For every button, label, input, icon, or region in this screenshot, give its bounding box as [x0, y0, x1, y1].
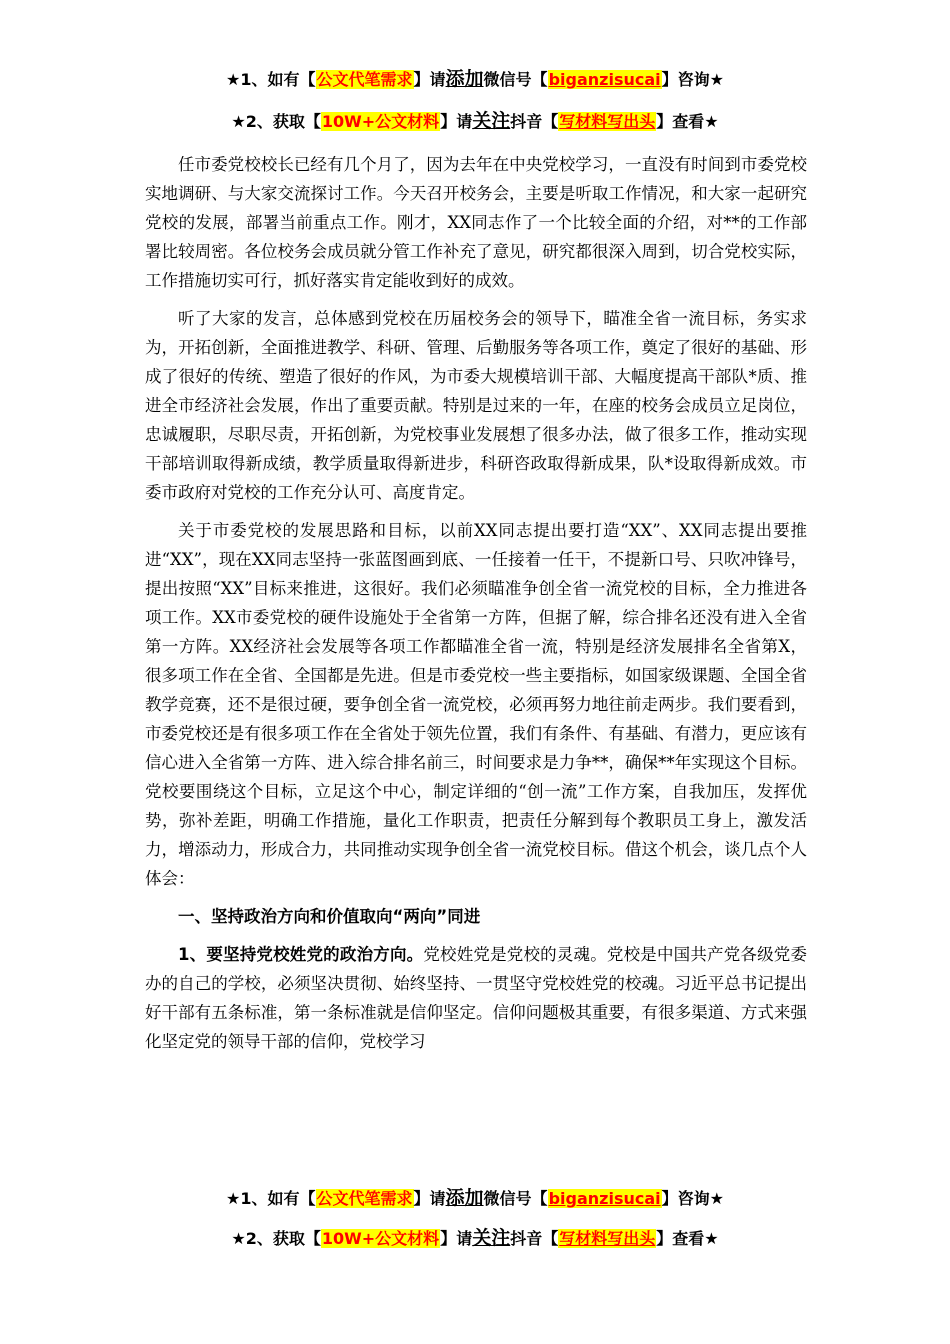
banner-text: 】咨询★: [661, 1189, 724, 1208]
paragraph-4: [145, 940, 807, 1056]
banner-emphasis: 添加: [445, 1187, 484, 1209]
footer-banner-line-1: [0, 1187, 950, 1210]
banner-text: 】请: [440, 112, 473, 131]
banner-text: 】查看★: [656, 112, 719, 131]
banner-text: ★2、获取【: [231, 1229, 321, 1248]
banner-emphasis: 关注: [472, 110, 511, 132]
banner-text: 】请: [413, 1189, 446, 1208]
banner-highlight-douyin-account: 写材料写出头: [559, 1229, 656, 1248]
header-banner-line-2: [0, 110, 950, 133]
banner-text: 抖音【: [510, 112, 559, 131]
banner-text: ★1、如有【: [226, 70, 316, 89]
banner-highlight-wechat-id: biganzisucai: [548, 70, 661, 89]
banner-highlight-douyin-account: 写材料写出头: [559, 112, 656, 131]
paragraph-4-text: 党校姓党是党校的灵魂。党校是中国共产党各级党委办的自己的学校，必须坚决贯彻、始终坚持、一贯坚守党校姓党的校魂。习近平总书记提出好干部有五条标准，第一条标准就是信仰坚定。信仰问题极其重要，有很多渠道、方式来强化坚定党的领导干部的信仰，党校学习: [145, 945, 807, 1051]
banner-text: 】咨询★: [661, 70, 724, 89]
banner-text: 】查看★: [656, 1229, 719, 1248]
banner-text: 微信号【: [483, 1189, 548, 1208]
banner-highlight-materials: 10W+公文材料: [321, 1229, 440, 1248]
paragraph-1: 任市委党校校长已经有几个月了，因为去年在中央党校学习，一直没有时间到市委党校实地调研、与大家交流探讨工作。今天召开校务会，主要是听取工作情况，和大家一起研究党校的发展，部署当前重点工作。刚才，XX同志作了一个比较全面的介绍，对**的工作部署比较周密。各位校务会成员就分管工作补充了意见，研究都很深入周到，切合党校实际，工作措施切实可行，抓好落实肯定能收到好的成效。: [145, 155, 807, 290]
banner-text: ★2、获取【: [231, 112, 321, 131]
banner-highlight-service: 公文代笔需求: [316, 1189, 413, 1208]
banner-text: ★1、如有【: [226, 1189, 316, 1208]
banner-highlight-materials: 10W+公文材料: [321, 112, 440, 131]
banner-emphasis: 关注: [472, 1227, 511, 1249]
paragraph-3: 关于市委党校的发展思路和目标，以前XX同志提出要打造“XX”、XX同志提出要推进“XX”，现在XX同志坚持一张蓝图画到底、一任接着一任干，不提新口号、只吹冲锋号，提出按照“XX”目标来推进，这很好。我们必须瞄准争创全省一流党校的目标，全力推进各项工作。XX市委党校的硬件设施处于全省第一方阵，但据了解，综合排名还没有进入全省第一方阵。XX经济社会发展等各项工作都瞄准全省一流，特别是经济发展排名全省第X，很多项工作在全省、全国都是先进。但是市委党校一些主要指标，如国家级课题、全国全省教学竞赛，还不是很过硬，要争创全省一流党校，必须再努力地往前走两步。我们要看到，市委党校还是有很多项工作在全省处于领先位置，我们有条件、有基础、有潜力，更应该有信心进入全省第一方阵、进入综合排名前三，时间要求是力争**，确保**年实现这个目标。党校要围绕这个目标，立足这个中心，制定详细的“创一流”工作方案，自我加压，发挥优势，弥补差距，明确工作措施，量化工作职责，把责任分解到每个教职员工身上，激发活力，增添动力，形成合力，共同推动实现争创全省一流党校目标。借这个机会，谈几点个人体会：: [145, 521, 807, 888]
banner-highlight-service: 公文代笔需求: [316, 70, 413, 89]
banner-text: 微信号【: [483, 70, 548, 89]
paragraph-4-lead: 1、要坚持党校姓党的政治方向。: [178, 945, 424, 964]
banner-emphasis: 添加: [445, 68, 484, 90]
banner-highlight-wechat-id: biganzisucai: [548, 1189, 661, 1208]
banner-text: 】请: [440, 1229, 473, 1248]
banner-text: 】请: [413, 70, 446, 89]
header-banner-line-1: [0, 68, 950, 91]
footer-banner-line-2: [0, 1227, 950, 1250]
document-body: [145, 150, 807, 1146]
section-heading-1: 一、坚持政治方向和价值取向“两向”同进: [178, 907, 481, 926]
paragraph-2: 听了大家的发言，总体感到党校在历届校务会的领导下，瞄准全省一流目标，务实求为，开拓创新，全面推进教学、科研、管理、后勤服务等各项工作，奠定了很好的基础、形成了很好的传统、塑造了很好的作风，为市委大规模培训干部、大幅度提高干部队*质、推进全市经济社会发展，作出了重要贡献。特别是过来的一年，在座的校务会成员立足岗位，忠诚履职，尽职尽责，开拓创新，为党校事业发展想了很多办法，做了很多工作，推动实现干部培训取得新成绩，教学质量取得新进步，科研咨政取得新成果，队*设取得新成效。市委市政府对党校的工作充分认可、高度肯定。: [145, 309, 807, 502]
banner-text: 抖音【: [510, 1229, 559, 1248]
